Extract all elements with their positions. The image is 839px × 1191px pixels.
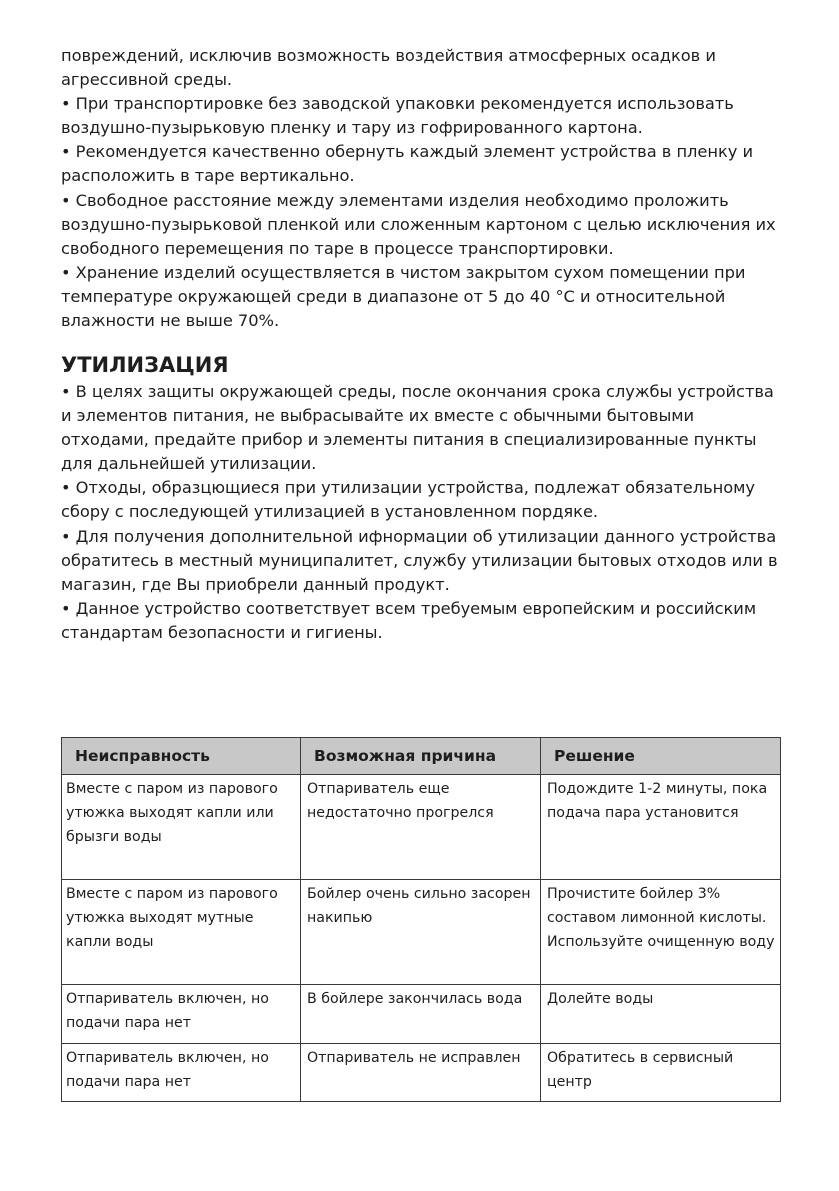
disposal-paragraph: • Данное устройство соответствует всем требуемым европейским и российским стандартам безопасности и гигиены. [61,598,757,642]
table-row [62,1044,781,1102]
header-cause: Возможная причина [301,738,541,775]
fault-cell: Вместе с паром из парового утюжка выходят мутные капли воды [62,880,301,985]
cause-cell: Бойлер очень сильно засорен накипью [301,880,541,985]
table-row [62,880,781,985]
table-row [62,775,781,880]
disposal-section [61,380,786,645]
storage-paragraph: • Свободное расстояние между элементами изделия необходимо проложить воздушно-пузырьковой пленкой или сложенным картоном с целью исключения их свободного перемещения по таре в процессе транспортировки. [61,190,776,258]
disposal-paragraph: • Для получения дополнительной ифнормации об утилизации данного устройства обратитесь в местный муниципалитет, службу утилизации бытовых отходов или в магазин, где Вы приобрели данный продукт. [61,526,778,594]
table-header-row [62,738,781,775]
cause-cell: Отпариватель не исправлен [301,1044,541,1102]
cause-cell: Отпариватель еще недостаточно прогрелся [301,775,541,880]
solution-cell: Прочистите бойлер 3% составом лимонной кислоты. Используйте очищенную воду [541,880,781,985]
fault-cell: Вместе с паром из парового утюжка выходят капли или брызги воды [62,775,301,880]
storage-paragraph: повреждений, исключив возможность воздействия атмосферных осадков и агрессивной среды. [61,46,716,90]
solution-cell: Обратитесь в сервисный центр [541,1044,781,1102]
storage-section [61,44,786,333]
troubleshooting-table [61,737,781,1102]
disposal-paragraph: • В целях защиты окружающей среды, после окончания срока службы устройства и элементов питания, не выбрасывайте их вместе с обычными бытовыми отходами, предайте прибор и элементы питания в специализированные пункты для дальнейшей утилизации. [61,382,774,474]
table-row [62,985,781,1044]
storage-paragraph: • Рекомендуется качественно обернуть каждый элемент устройства в пленку и расположить в таре вертикально. [61,142,753,186]
fault-cell: Отпариватель включен, но подачи пара нет [62,1044,301,1102]
disposal-heading: УТИЛИЗАЦИЯ [61,353,229,377]
disposal-paragraph: • Отходы, образцющиеся при утилизации устройства, подлежат обязательному сбору с последующей утилизацией в установленном пордяке. [61,478,755,522]
storage-paragraph: • При транспортировке без заводской упаковки рекомендуется использовать воздушно-пузырьковую пленку и тару из гофрированного картона. [61,94,734,138]
fault-cell: Отпариватель включен, но подачи пара нет [62,985,301,1044]
header-fault: Неисправность [62,738,301,775]
cause-cell: В бойлере закончилась вода [301,985,541,1044]
header-solution: Решение [541,738,781,775]
solution-cell: Долейте воды [541,985,781,1044]
storage-paragraph: • Хранение изделий осуществляется в чистом закрытом сухом помещении при температуре окружающей среди в диапазоне от 5 до 40 °C и относительной влажности не выше 70%. [61,262,746,331]
solution-cell: Подождите 1-2 минуты, пока подача пара установится [541,775,781,880]
